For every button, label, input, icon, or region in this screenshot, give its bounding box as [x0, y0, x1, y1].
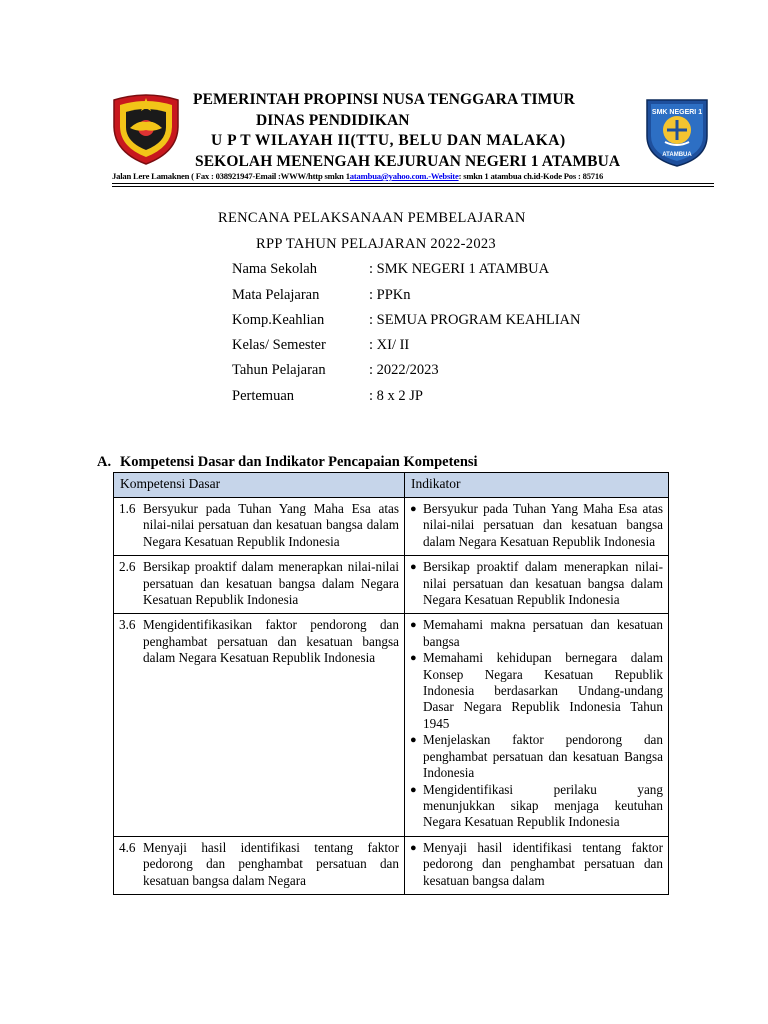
table-header-row [114, 473, 669, 498]
kd-number: 3.6 [119, 617, 136, 633]
kd-item [119, 617, 399, 666]
indicator-text: Menjelaskan faktor pendorong dan penghambat persatuan dan kesatuan Bangsa Indonesia [423, 732, 663, 781]
table-row [114, 614, 669, 836]
bullet-icon: ● [410, 652, 417, 665]
table-row [114, 498, 669, 556]
indicator-item [410, 650, 663, 732]
indicator-cell [405, 556, 669, 614]
document-subtitle: RPP TAHUN PELAJARAN 2022-2023 [256, 236, 496, 252]
school-logo-top-text: SMK NEGERI 1 [651, 109, 703, 116]
kd-text: Mengidentifikasikan faktor pendorong dan penghambat persatuan dan kesatuan bangsa dalam Negara Kesatuan Republik Indonesia [143, 617, 399, 666]
bullet-icon: ● [410, 503, 417, 515]
kd-text: Menyaji hasil identifikasi tentang faktor pedorong dan penghambat persatuan dan kesatuan bangsa dalam Negara [143, 839, 399, 888]
indicator-item [410, 501, 663, 550]
letterhead-department: DINAS PENDIDIKAN [256, 112, 410, 129]
header-kompetensi-dasar: Kompetensi Dasar [114, 473, 405, 498]
section-a-heading [97, 454, 478, 471]
indicator-text: Memahami makna persatuan dan kesatuan bangsa [423, 617, 663, 649]
kd-cell [114, 556, 405, 614]
indicator-text: Memahami kehidupan bernegara dalam Konsep Negara Kesatuan Republik Indonesia berdasarkan Undang-undang Dasar Negara Republik Indonesia Tahun 1945 [423, 650, 663, 731]
info-label: Kelas/ Semester [232, 337, 326, 353]
letterhead-school-name: SEKOLAH MENENGAH KEJURUAN NEGERI 1 ATAMBUA [195, 153, 621, 170]
section-letter: A. [97, 454, 112, 470]
contact-address: Jalan Lere Lamaknen ( Fax : 038921947-Email :WWW/http smkn 1 [112, 171, 350, 181]
header-indikator: Indikator [405, 473, 669, 498]
contact-website: : smkn 1 atambua ch.id-Kode Pos : 85716 [458, 171, 604, 181]
bullet-icon: ● [410, 619, 417, 632]
province-emblem-logo [108, 92, 184, 166]
info-value: : PPKn [369, 287, 411, 303]
kd-number: 4.6 [119, 839, 136, 855]
info-label: Tahun Pelajaran [232, 362, 326, 378]
indicator-list [410, 840, 663, 889]
info-value: : SMK NEGERI 1 ATAMBUA [369, 261, 550, 277]
info-label: Pertemuan [232, 388, 295, 404]
contact-email-link[interactable]: atambua@yahoo.com.-Website [349, 171, 459, 181]
competency-table-body [114, 498, 669, 895]
letterhead-contact-line [112, 171, 603, 181]
table-row [114, 836, 669, 894]
kd-text: Bersikap proaktif dalam menerapkan nilai-nilai persatuan dan kesatuan bangsa dalam Negara Kesatuan Republik Indonesia [143, 559, 399, 608]
kd-number: 1.6 [119, 501, 136, 516]
info-value: : 2022/2023 [369, 362, 439, 378]
competency-table [113, 472, 669, 895]
indicator-item [410, 732, 663, 781]
section-title: Kompetensi Dasar dan Indikator Pencapaian Kompetensi [120, 454, 478, 470]
school-logo-bottom-text: ATAMBUA [662, 152, 692, 158]
kd-item [119, 501, 399, 550]
info-value: : SEMUA PROGRAM KEAHLIAN [369, 312, 581, 328]
info-label: Komp.Keahlian [232, 312, 325, 328]
indicator-list [410, 501, 663, 550]
indicator-text: Bersikap proaktif dalam menerapkan nilai-nilai persatuan dan kesatuan bangsa dalam Negara Kesatuan Republik Indonesia [423, 559, 663, 608]
indicator-item [410, 840, 663, 889]
indicator-item [410, 782, 663, 831]
kd-item [119, 559, 399, 608]
indicator-text: Menyaji hasil identifikasi tentang faktor pedorong dan penghambat persatuan dan kesatuan bangsa dalam [423, 839, 663, 888]
info-value: : 8 x 2 JP [369, 388, 423, 404]
info-value: : XI/ II [369, 337, 410, 353]
kd-cell [114, 498, 405, 556]
kd-number: 2.6 [119, 559, 136, 575]
bullet-icon: ● [410, 841, 417, 854]
indicator-cell [405, 498, 669, 556]
letterhead-government: PEMERINTAH PROPINSI NUSA TENGGARA TIMUR [193, 91, 575, 108]
indicator-item [410, 617, 663, 650]
bullet-icon: ● [410, 561, 417, 574]
letterhead-unit: U P T WILAYAH II(TTU, BELU DAN MALAKA) [211, 132, 566, 149]
indicator-cell [405, 614, 669, 836]
kd-item [119, 840, 399, 889]
indicator-text: Mengidentifikasi perilaku yang menunjukkan sikap menjaga keutuhan Negara Kesatuan Republik Indonesia [423, 781, 663, 830]
kd-cell [114, 614, 405, 836]
document-title: RENCANA PELAKSANAAN PEMBELAJARAN [218, 210, 526, 226]
indicator-list [410, 559, 663, 608]
letterhead-divider-thin [112, 183, 714, 184]
indicator-list [410, 617, 663, 830]
school-emblem-logo [643, 96, 711, 168]
bullet-icon: ● [410, 783, 417, 796]
kd-text: Bersyukur pada Tuhan Yang Maha Esa atas nilai-nilai persatuan dan kesatuan bangsa dalam Negara Kesatuan Republik Indonesia [143, 501, 399, 549]
info-label: Mata Pelajaran [232, 287, 320, 303]
indicator-cell [405, 836, 669, 894]
info-label: Nama Sekolah [232, 261, 317, 277]
kd-cell [114, 836, 405, 894]
bullet-icon: ● [410, 734, 417, 747]
table-row [114, 556, 669, 614]
letterhead-divider-thick [112, 186, 714, 187]
indicator-text: Bersyukur pada Tuhan Yang Maha Esa atas nilai-nilai persatuan dan kesatuan bangsa dalam Negara Kesatuan Republik Indonesia [423, 501, 663, 549]
indicator-item [410, 559, 663, 608]
